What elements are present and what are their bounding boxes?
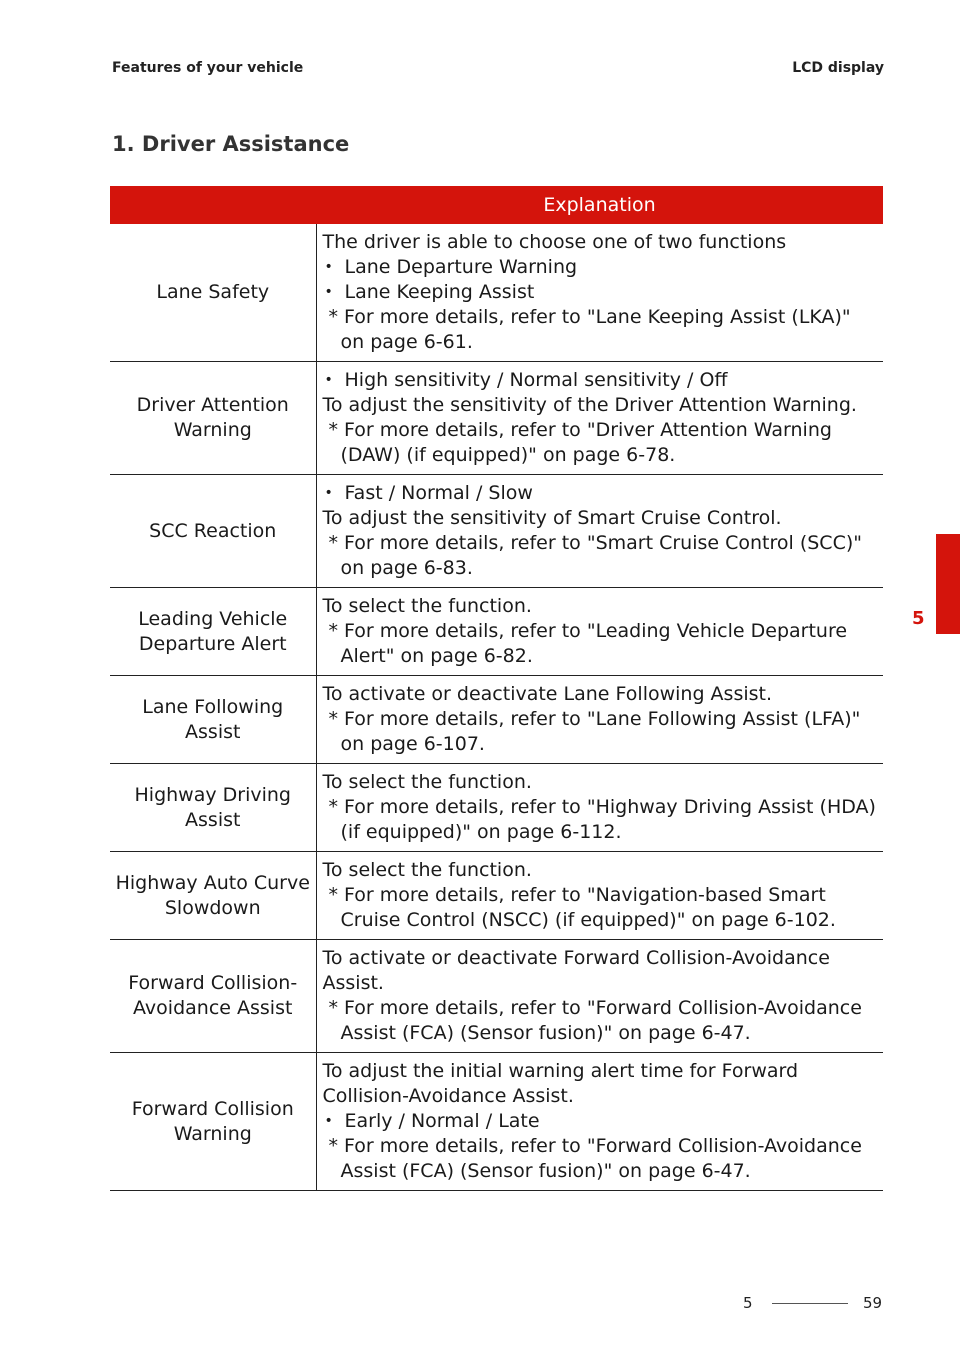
explanation-text: To select the function. — [322, 771, 532, 793]
reference-note: * For more details, refer to "Driver Attention Warning (DAW) (if equipped)" on page 6-78. — [328, 419, 832, 466]
table-row — [110, 852, 883, 940]
reference-note: * For more details, refer to "Forward Collision-Avoidance Assist (FCA) (Sensor fusion)" on page 6-47. — [328, 1135, 862, 1182]
bullet-option: • Early / Normal / Late — [323, 1109, 880, 1134]
explanation-text: The driver is able to choose one of two functions — [322, 231, 787, 253]
reference-note: * For more details, refer to "Forward Collision-Avoidance Assist (FCA) (Sensor fusion)" on page 6-47. — [328, 997, 862, 1044]
bullet-option: • Fast / Normal / Slow — [323, 481, 880, 506]
section-title: 1. Driver Assistance — [112, 132, 350, 156]
reference-note: * For more details, refer to "Navigation-based Smart Cruise Control (NSCC) (if equipped)" on page 6-102. — [328, 884, 836, 931]
setting-label: Forward Collision-Avoidance Assist — [110, 940, 316, 1053]
explanation-text: To select the function. — [322, 595, 532, 617]
column-header-explanation: Explanation — [316, 186, 883, 224]
table-header-row — [110, 186, 883, 224]
setting-explanation — [316, 1053, 883, 1191]
reference-note: * For more details, refer to "Smart Cruise Control (SCC)" on page 6-83. — [328, 532, 862, 579]
settings-table — [110, 186, 883, 1191]
bullet-option: • Lane Keeping Assist — [323, 280, 880, 305]
table-row — [110, 588, 883, 676]
footer-page-number: 59 — [863, 1294, 883, 1312]
explanation-text: To adjust the sensitivity of the Driver Attention Warning. — [322, 394, 857, 416]
running-header-left: Features of your vehicle — [112, 60, 304, 76]
explanation-text: To activate or deactivate Lane Following Assist. — [322, 683, 773, 705]
setting-explanation — [316, 588, 883, 676]
setting-explanation — [316, 475, 883, 588]
table-row — [110, 224, 883, 362]
reference-note: * For more details, refer to "Lane Keeping Assist (LKA)" on page 6-61. — [328, 306, 851, 353]
reference-note: * For more details, refer to "Leading Vehicle Departure Alert" on page 6-82. — [328, 620, 848, 667]
setting-explanation — [316, 362, 883, 475]
explanation-text: To activate or deactivate Forward Collision-Avoidance Assist. — [322, 947, 830, 994]
setting-explanation — [316, 940, 883, 1053]
column-header-item — [110, 186, 316, 224]
setting-label: Lane Safety — [110, 224, 316, 362]
explanation-text: To adjust the sensitivity of Smart Cruise Control. — [322, 507, 782, 529]
setting-label: Lane Following Assist — [110, 676, 316, 764]
setting-label: Highway Auto Curve Slowdown — [110, 852, 316, 940]
setting-label: Driver Attention Warning — [110, 362, 316, 475]
chapter-tab-number: 5 — [912, 608, 925, 629]
setting-explanation — [316, 764, 883, 852]
setting-explanation — [316, 852, 883, 940]
explanation-text: To select the function. — [322, 859, 532, 881]
table-row — [110, 1053, 883, 1191]
footer-chapter-number: 5 — [743, 1294, 753, 1312]
setting-label: Leading Vehicle Departure Alert — [110, 588, 316, 676]
running-header-right: LCD display — [792, 60, 884, 76]
setting-label: SCC Reaction — [110, 475, 316, 588]
setting-label: Highway Driving Assist — [110, 764, 316, 852]
setting-explanation — [316, 676, 883, 764]
bullet-option: • High sensitivity / Normal sensitivity / Off — [323, 368, 880, 393]
table-row — [110, 362, 883, 475]
reference-note: * For more details, refer to "Highway Driving Assist (HDA) (if equipped)" on page 6-112. — [328, 796, 876, 843]
table-row — [110, 676, 883, 764]
setting-explanation — [316, 224, 883, 362]
footer-divider — [772, 1303, 848, 1304]
setting-label: Forward Collision Warning — [110, 1053, 316, 1191]
bullet-option: • Lane Departure Warning — [323, 255, 880, 280]
explanation-text: To adjust the initial warning alert time for Forward Collision-Avoidance Assist. — [322, 1060, 799, 1107]
table-row — [110, 475, 883, 588]
table-row — [110, 940, 883, 1053]
reference-note: * For more details, refer to "Lane Following Assist (LFA)" on page 6-107. — [328, 708, 861, 755]
chapter-tab-marker — [936, 534, 960, 634]
table-row — [110, 764, 883, 852]
